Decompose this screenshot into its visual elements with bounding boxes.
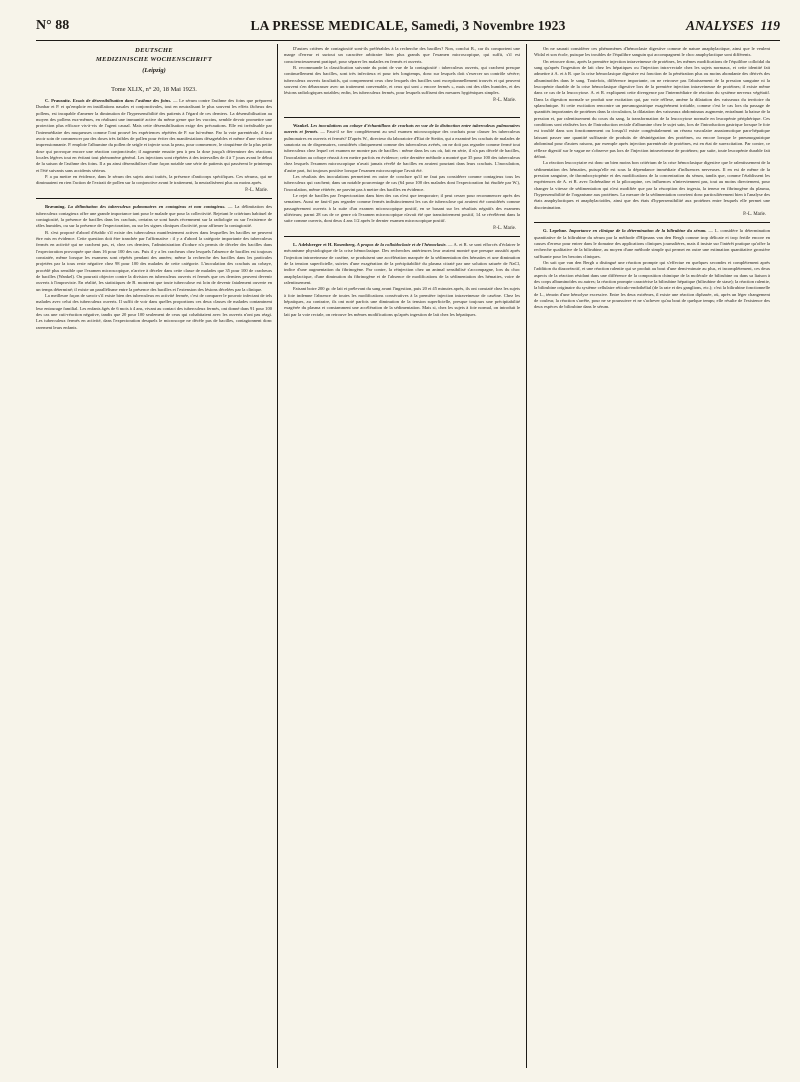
column-3	[534, 46, 770, 1072]
journal-name-line2: MEDIZINISCHE WOCHENSCHRIFT	[95, 56, 213, 63]
paragraph: D'autres critères de contagiosité sont-ils préférables à la recherche des bacilles? Non, conclut B., car ils comportent une marge d'erreur et surtout un caractère arbitraire bien plus grands que l'examen microscopique, qui suffit, s'il est consciencieusement pratiqué, pour séparer les malades en fermés et ouverts.	[284, 46, 520, 64]
paragraph: Les résultats des inoculations permettent en outre de conclure qu'il ne faut pas considérer comme contagieux tous les tuberculeux qui crachent; dans un notable pourcentage de cas (64 pour 100 des malades dont l'expectoration fut étudiée par W.), l'inoculation, même réitérée, ne parvint pas à mettre des bacilles en évidence.	[284, 173, 520, 192]
paragraph: On retrouve donc, après la première injection intraveineuse de protéines, les mêmes modifications de l'équilibre colloïdal du sang qu'après l'ingestion de lait chez les hépatiques ou l'injection intra-rectale chez les sujets normaux, et cette identité fait admettre à A. et à R. que la crise hémoclasique digestive est fonction de la pénétration plus ou moins abondante des dérivés des albuminoïdes dans le sang. Toutefois, différence importante, on ne retrouve pas l'abaissement de la pression sanguine ni la leucopénie durable de la crise hémoclasique digestive lors de la première injection intraveineuse de protéines; il existe même dans ce cas de la leucocytose. A. et R. expliquent cette divergence par l'intermédiaire de réaction du système nerveux végétatif. Dans la digestion normale se produit une excitation qui, par voie réflexe, amène la dilatation des vaisseaux du territoire du splanchnique. Si cette excitation rencontre un pneumogastrique exagérément irritable, comme c'est le cas lors du passage de quantités importantes de protéines dans la circulation, la dilatation des vaisseaux abdominaux augmente, entraînant la baisse de la pression et, par ralentissement du cours du sang, la transformation de la leucocytose normale en leucopénie périphérique. Ces conditions sont réalisées lors de l'introduction rectale d'albumine chez le sujet sain, lors de l'introduction gastrique lorsque le foie est troublé dans son fonctionnement ou lorsqu'il existe congénitalement un réseau vasculaire anastomotique para-hépatique laissant passer une quantité suffisante de produits de désintégration des protéines, ou encore lorsque le pneumogastrique abdominal pour d'autres raisons, par exemple après injection parentérale de protéines, est en état de surexcitation. Par contre, ce réflexe digestif sur le vague ne s'observe pas lors de l'injection intraveineuse de protéines; par suite, toute leucopénie durable fait défaut.	[534, 58, 770, 159]
journal-issue: Tome XLIX, n° 20, 18 Mai 1923.	[111, 86, 197, 93]
journal-running-title: LA PRESSE MEDICALE, Samedi, 3 Novembre 1923	[250, 18, 566, 33]
paragraph: La meilleure façon de savoir s'il existe bien des tuberculeux en activité fermée, c'est de comparer le pouvoir infectant de tels malades avec celui des tuberculeux ouverts. Il suffit de voir dans quelles proportions ces deux classes de malades contaminent leur entourage familial. Les enfants âgés de 6 mois à 4 ans, vivant au contact des tuberculeux fermés, ont donné dans 91 pour 100 des cas une cuti-réaction négative, tandis que 20 pour 100 seulement de ceux qui cohabitaient avec les ouverts n'ont pas réagi. Les tuberculeux fermés en activité, dans l'expectoration desquels le microscope ne décèle pas de bacilles, contagionnent donc rarement leurs enfants.	[36, 292, 272, 330]
article-wankel: Wankel. Les inoculations au cobaye d'échantillons de crachats en vue de la distinction entre tuberculeux pulmonaires ouverts et fermés. — Faut-il se fier complètement au seul examen microscopique des crachats pour classer les tuberculeux pulmonaires en ouverts et fermés? D'après W., directeur du laboratoire d'Etat de Stettin, qui a examiné les crachats de malades de sanatoria ou de dispensaires, considérés cliniquement comme des tuberculeux avérés, on ne doit pas regarder comme fermé tout tuberculeux chez lequel cet examen ne montre pas de bacilles : même dans les cas où, fait en série, il n'a pas décelé de bacilles, l'inoculation au cobaye réussit à en mettre parfois en évidence; cette dernière méthode a montré que 35 pour 100 des tuberculeux chez lesquels l'examen microscopique n'avait jamais révélé de bacilles en avaient pourtant dans leurs crachats. L'inoculation, d'autre part, fut toujours positive lorsque l'examen microscopique l'avait été.	[284, 123, 520, 173]
column-divider-2	[526, 44, 527, 1068]
article-separator	[36, 198, 272, 199]
article-separator	[284, 117, 520, 118]
issue-number: N° 88	[36, 18, 70, 33]
article-separator	[284, 236, 520, 237]
paragraph: On sait que van den Bergh a distingué une réaction prompte qui s'effectue en quelques secondes et complètement après l'addition du diazoréactif, et une réaction ralentie qui se produit au bout d'une demi-minute au plus, et incomplètement, ces deux aspects de la réaction résidant dans une différence de la composition chimique de la molécule de bilirubine ou dans sa liaison à des corps albuminoïdes ou autres; la réaction prompte caractérise la bilirubine hépatique (bilirubine de stase); la réaction ralentie, la bilirubine originaire du système cellulaire réticulo-endothélial (de la rate et des ganglions, etc.); c'est la bilirubine fonctionnelle de L., témoin d'une hémolyse excessive. Entre les deux extrêmes, il existe une réaction diphasée, où, après un léger changement de couleur, la réaction s'arrête, pour ne se poursuivre et ne s'achever qu'au bout de quelque temps; elle résulte de l'existence des deux espèces de bilirubine dans le sérum.	[534, 260, 770, 310]
journal-place: (Leipzig)	[142, 67, 166, 74]
paragraph: Le rejet de bacilles par l'expectoration dans bien des cas n'est que temporaire; il peut cesser pour recommencer après des semaines. Aussi ne faut-il pas regarder comme fermés indistinctement les cas de tuberculose qui avaient été considérés comme passagèrement ouverts à la suite d'un examen microscopique positif, en se basant sur les résultats négatifs des examens ultérieurs; parmi 28 cas de ce genre où l'examen microscopique n'avait été que transitoirement positif, 14 se révélèrent dans la suite comme ouverts, dont deux 4 ans 1/2 après le dernier examen microscopique positif.	[284, 192, 520, 224]
column-divider-1	[277, 44, 278, 1068]
column-2	[284, 46, 520, 1072]
header-rule	[36, 40, 780, 41]
article-braeuning: Bræuning. La délimitation des tuberculeux pulmonaires en contagieux et non contagieux. — La délimitation des tuberculeux contagieux offre une grande importance tant pour le malade que pour la collectivité. Rejetant le critérium habituel de contagiosité, la présence de bacilles dans les crachats, certains se sont basés récemment sur la radiologie ou sur l'existence de râles humides, ou sur la présence de l'expectoration, ou sur les signes cliniques d'activité, pour affirmer la contagiosité.	[36, 204, 272, 229]
article-lepehne: G. Lepehne. Importance en clinique de la détermination de la bilirubine du sérum. — L. considère la détermination quantitative de la bilirubine du sérum par la méthode d'Hijmans van den Bergh comme trop délicate et trop fertile encore en causes d'erreur pour entrer dans le domaine des applications cliniques journalières, mais il insiste sur l'intérêt pratique qu'offre la recherche qualitative de la bilirubine, au moyen d'une méthode simple qui permet en outre une estimation quantitative grossière suffisante pour les besoins cliniques.	[534, 228, 770, 259]
article-prausnitz: C. Prausnitz. Essais de désensibilisation dans l'asthme des foins. — Le sérum contre l'asthme des foins que préparent Dunbar et P. et qu'emploie en instillations nasales et conjonctivales, tout en neutralisant le plus souvent les effets fâcheux des pollens, est incapable d'amener la diminution de l'hypersensibilité des patients à l'égard de ces derniers. La désensibilisation au moyen des pollens eux-mêmes, en réalisant une immunité active du même genre que les vaccins, semble devoir promettre une protection plus efficace vis-à-vis de l'agent causal. Mais cette désensibilisation exige des précautions. Elle est irréalisable par l'intermédiaire des muqueuses comme l'ont prouvé les expériences répétées de P. sur lui-même. Par la voie parentérale, il faut avoir soin de commencer par des doses très faibles de pollen pour éviter des manifestations désagréables et même d'une violence impressionnante. P. emploie l'albumine du pollen de seigle et injecte sous la peau, pour commencer, le cinquième de la plus petite dose qui provoque encore une réaction conjonctivale; il augmente ensuite peu à peu la dose jusqu'à déterminer des réactions locales légères tout en évitant tout phénomène général. Les injections sont répétées à des intervalles de 4 à 7 jours avant le début de la saison de l'asthme des foins. Il a pu ainsi désensibiliser d'une façon notable une série de patients qui passèrent le printemps et l'été suivants sans accidents sérieux.	[36, 98, 272, 173]
article-separator	[534, 222, 770, 223]
paragraph: La réaction leucocytaire est donc un bien moins bon critérium de la crise hémoclasique digestive que le ralentissement de la sédimentation des hématies, puisqu'elle est sous la dépendance immédiate d'influences nerveuses. Il en est de même de la pression sanguine, de thrombocytopénie et des modifications de la concentration du sérum, tandis que, comme l'établissent les expériences de A. et R. avec l'adrénaline et la pilocarpine, ces influences n'interviennent pas, tout au moins directement, pour changer la vitesse de sédimentation qui n'est modifiée que par la résorption des ingesta, la teneur en fibrinogène du plasma, l'hypersensibilité de l'organisme aux protéines. La mesure de la sédimentation convient donc particulièrement bien à l'analyse des états anaphylactiques et anaphylactoïdes, ainsi que des états d'hypersensibilité aux protéines entre lesquels elle permet une discrimination.	[534, 160, 770, 210]
signature: P.-L. Marie.	[493, 97, 516, 103]
paragraph: On ne saurait considérer ces phénomènes d'hémoclasie digestive comme de nature anaphylactique, ainsi que le veulent Widal et son école, puisque les troubles de l'équilibre sanguin qui accompagnent le choc anaphylactique sont différents.	[534, 46, 770, 58]
paragraph: Faisant boire 200 gr. de lait et prélevant du sang avant l'ingestion, puis 20 et 45 minutes après, ils ont constaté chez les sujets à foie indemne l'absence de toutes les modifications consécutives à la première injection intraveineuse de caséine. Chez les hépatiques, au contraire, ils ont noté parfois une diminution de la tension superficielle, presque toujours une précipitabilité exagérée du plasma et constamment une accélération de la sédimentation. Mais si, chez les sujets à foie normal, on introduit le lait par la voie rectale, on retrouve les mêmes modifications qu'après ingestion de lait chez les hépatiques.	[284, 286, 520, 317]
signature: P.-L. Marie.	[493, 225, 516, 231]
page-header	[36, 18, 780, 38]
signature: P.-L. Marie.	[245, 187, 268, 193]
paragraph: B. s'est proposé d'abord d'établir s'il existe des tuberculeux manifestement actives dans lesquelles les bacilles ne peuvent être mis en évidence. Cette question doit être tranchée par l'affirmative : il y a d'abord la catégorie importante des tuberculeux fermés en activité qui ne crachent pas, et, chez ces derniers, l'administration d'iodure n'a permis de déceler des bacilles dans l'expectoration provoquée que dans 16 pour 100 des cas. Puis il y a les cracheurs chez lesquels l'absence de bacilles est toujours constatée, même lorsque les examens sont répétés pendant des années; même la recherche des bacilles dans les particules projetées par la toux reste négative chez 98 pour 100 des malades de cette catégorie. L'inoculation des crachats au cobaye, procédé plus sensible que l'examen microscopique, n'arrive à déceler dans cette classe de malades que 35 pour 100 de cracheurs de bacilles (Wankel). On pourrait objecter contre la division en tuberculeux ouverts et fermés que ces derniers peuvent devenir ouverts à l'improviste. En réalité, les statistiques de B. montrent que toute tuberculose est loin de devenir fatalement ouverte en un temps déterminé; il existe un parallélisme entre la présence des bacilles et l'extension des lésions décelées par la clinique.	[36, 229, 272, 292]
paragraph: P. a pu mettre en évidence, dans le sérum des sujets ainsi traités, la présence d'anticorps spécifiques. Ces sérums, qui ne diminuaient en rien l'action de l'extrait de pollen sur la conjonctive avant le traitement, la neutralisèrent plus ou moins après.	[36, 174, 272, 186]
journal-name-line1: DEUTSCHE	[135, 47, 173, 54]
paragraph: B. recommande la classification suivante du point de vue de la contagiosité : tuberculeux ouverts, qui crachent presque continuellement des bacilles, sont très infectieux et pour très longtemps, donc sur lesquels doit s'exercer un contrôle sévère; tuberculeux ouverts facultatifs, qui comprennent ceux chez lesquels des bacilles sont exceptionnellement trouvés et qui peuvent souvent s'en débarrasser avec un traitement convenable, et ceux qui sont « encore fermés », mais ont des râles humides, et des lésions radiologiques notables; enfin, les tuberculeux fermés, pour lesquels suffisent des mesures hygiéniques simples.	[284, 65, 520, 96]
article-adelsberger: L. Adelsberger et H. Rosenberg. A propos de la colloidoclasie et de l'hémoclasie. — A. et R. se sont efforcés d'éclairer le mécanisme physiologique de la crise hémoclasique. Des recherches antérieures leur avaient montré que presque aussitôt après l'injection intraveineuse de caséine, se produisent une accélération marquée de la sédimentation des hématies et une diminution de la tension superficielle, suivies d'une exagération de la précipitabilité du plasma citraté par une solution saturée de NaCl, indice d'une augmentation du fibrinogène. Par contre, la réinjection chez un animal sensibilisé s'accompagne, lors du choc anaphylactique, d'une diminution du fibrinogène et de l'absence de modifications de la sédimentation des hématies, voire de ralentissement.	[284, 241, 520, 285]
section-and-page: ANALYSES 119	[685, 18, 780, 33]
column-1	[36, 46, 272, 1072]
signature: P.-L. Marie.	[743, 211, 766, 217]
